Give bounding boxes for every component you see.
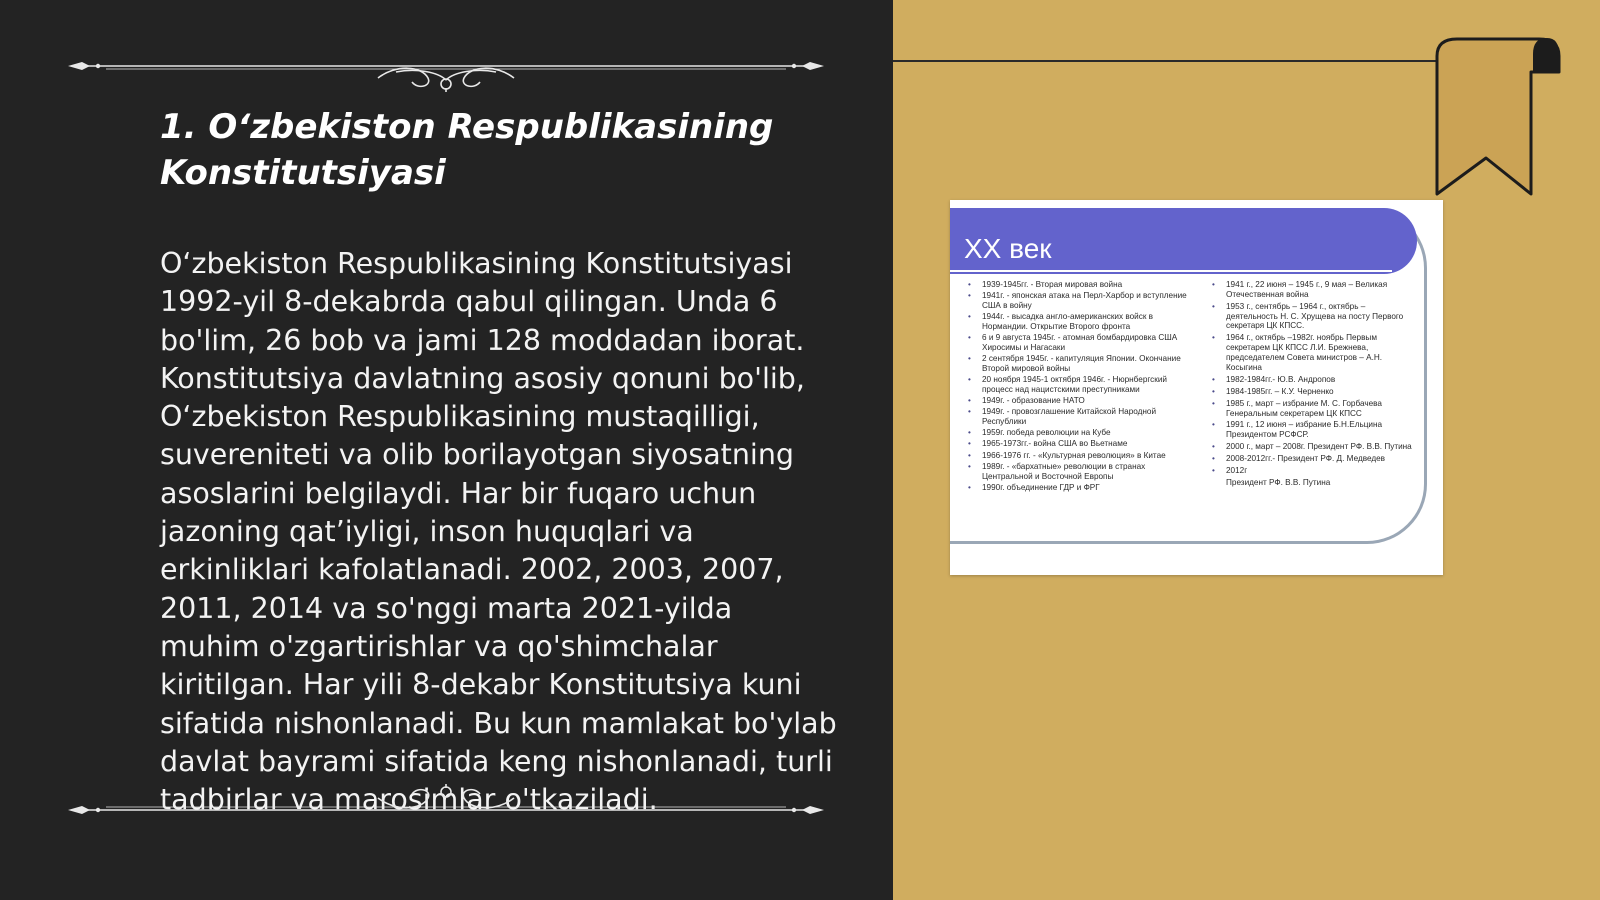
list-item: • 1989г. - «бархатные» революции в странах Центральной и Восточной Европы: [968, 462, 1190, 482]
list-item: • 1953 г., сентябрь – 1964 г., октябрь – деятельность Н. С. Хрущева на посту Первого секретаря ЦК КПСС.: [1212, 302, 1417, 331]
image-panel: [893, 0, 1600, 900]
thumbnail-header: [950, 208, 1417, 274]
list-item: • 6 и 9 августа 1945г. - атомная бомбардировка США Хиросимы и Нагасаки: [968, 333, 1190, 353]
list-item: • 2000 г., март – 2008г. Президент РФ. В.В. Путина: [1212, 442, 1417, 452]
decorative-line: [893, 60, 1453, 62]
list-item: • 1939-1945гг. - Вторая мировая война: [968, 280, 1190, 290]
list-item: • 1984-1985гг. – К.У. Черненко: [1212, 387, 1417, 397]
list-item: • 2008-2012гг.- Президент РФ. Д. Медведев: [1212, 454, 1417, 464]
list-item-note: Президент РФ. В.В. Путина: [1226, 478, 1331, 488]
list-item: • 1985 г., март – избрание М. С. Горбачева Генеральным секретарем ЦК КПСС: [1212, 399, 1417, 419]
list-item: • 1982-1984гг.- Ю.В. Андропов: [1212, 375, 1417, 385]
bottom-ornament-divider: [66, 784, 826, 834]
thumbnail-right-list: [1212, 280, 1417, 490]
list-item: • 1949г. - провозглашение Китайской Народной Республики: [968, 407, 1190, 427]
thumbnail-left-list: [968, 280, 1190, 494]
slide-thumbnail-image: [950, 200, 1443, 575]
thumbnail-header-underline: [950, 270, 1392, 272]
list-item: • 1941 г., 22 июня – 1945 г., 9 мая – Великая Отечественная война: [1212, 280, 1417, 300]
list-item: • 1965-1973гг.- война США во Вьетнаме: [968, 439, 1190, 449]
top-ornament-divider: [66, 42, 826, 92]
list-item: • 1944г. - высадка англо-американских войск в Нормандии. Открытие Второго фронта: [968, 312, 1190, 332]
list-item: • 1964 г., октябрь –1982г. ноябрь Первым секретарем ЦК КПСС Л.И. Брежнева, председателем Совета министров – А.Н. Косыгина: [1212, 333, 1417, 372]
list-item: • 1949г. - образование НАТО: [968, 396, 1190, 406]
bookmark-icon: [1433, 36, 1563, 201]
thumbnail-title: XX век: [964, 233, 1052, 264]
list-item: • 1966-1976 гг. - «Культурная революция» в Китае: [968, 451, 1190, 461]
list-item: • 2012г: [1212, 466, 1417, 476]
list-item: • 1990г. объединение ГДР и ФРГ: [968, 483, 1190, 493]
slide-body-text: O‘zbekiston Respublikasining Konstitutsiyasi 1992-yil 8-dekabrda qabul qilingan. Unda 6 bo'lim, 26 bob va jami 128 moddadan iborat. Konstitutsiya davlatning asosiy qonuni bo'lib, O‘zbekiston Respublikasining mustaqilligi, suvereniteti va olib borilayotgan siyosatning asoslarini belgilaydi. Har bir fuqaro uchun jazoning qat’iyligi, inson huquqlari va erkinliklari kafolatlanadi. 2002, 2003, 2007, 2011, 2014 va so'nggi marta 2021-yilda muhim o'zgartirishlar va qo'shimchalar kiritilgan. Har yili 8-dekabr Konstitutsiya kuni sifatida nishonlanadi. Bu kun mamlakat bo'ylab davlat bayrami sifatida keng nishonlanadi, turli tadbirlar va marosimlar o'tkaziladi.: [160, 247, 837, 817]
list-item: • 1941г. - японская атака на Перл-Харбор и вступление США в войну: [968, 291, 1190, 311]
list-item: • 1959г. победа революции на Кубе: [968, 428, 1190, 438]
list-item: • 1991 г., 12 июня – избрание Б.Н.Ельцина Президентом РСФСР.: [1212, 420, 1417, 440]
slide-title: 1. O‘zbekiston Respublikasining Konstitutsiyasi: [160, 107, 774, 193]
list-item: • 2 сентября 1945г. - капитуляция Японии. Окончание Второй мировой войны: [968, 354, 1190, 374]
list-item: • 20 ноября 1945-1 октября 1946г. - Нюрнбергский процесс над нацистскими преступниками: [968, 375, 1190, 395]
